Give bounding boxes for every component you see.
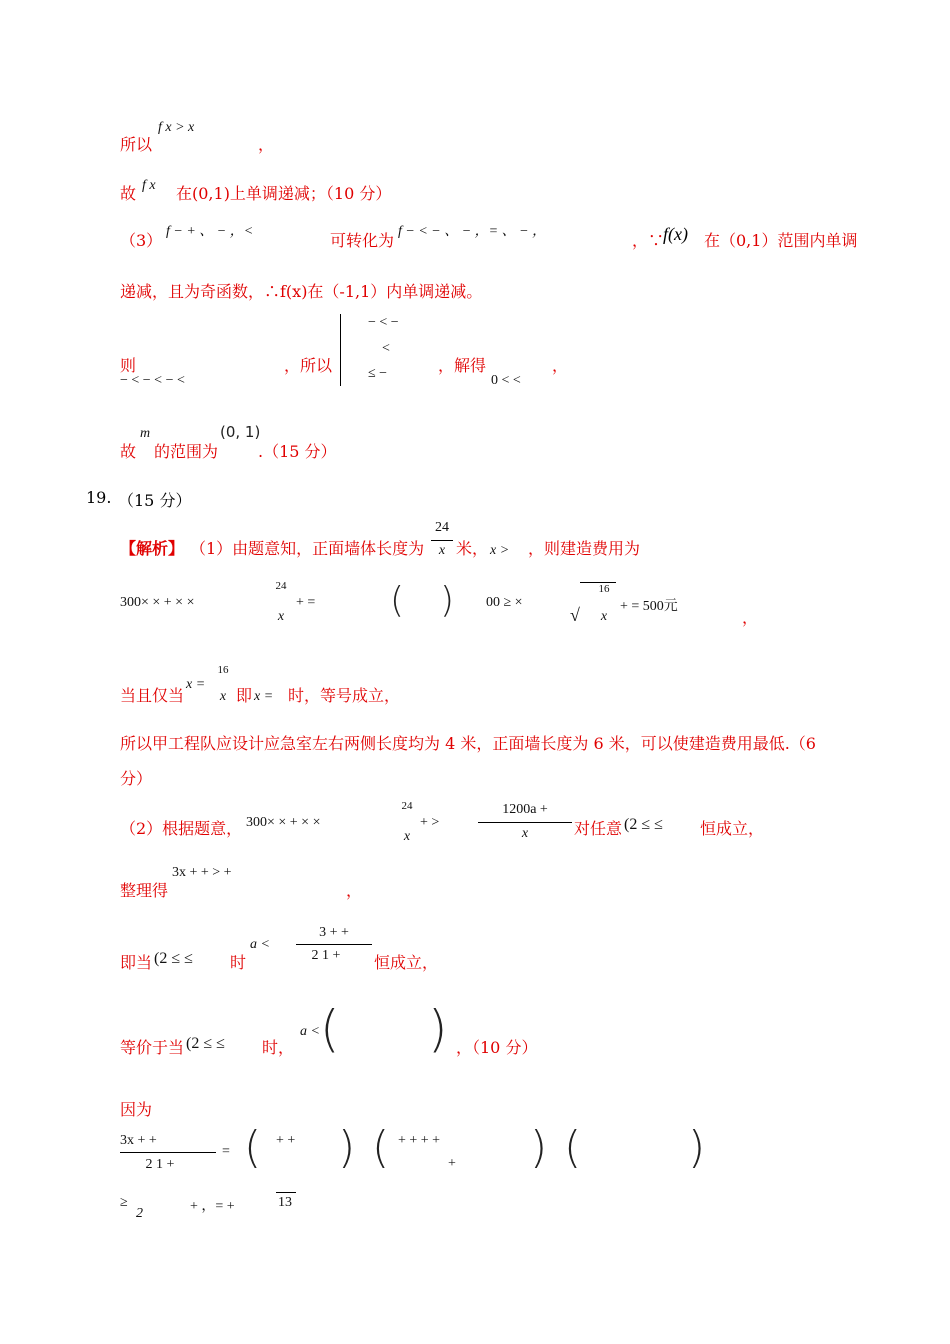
text: ，（10 分） (456, 1038, 538, 1057)
text: 在（0,1）范围内单调 (704, 231, 858, 250)
math-inline: − < − (368, 315, 399, 330)
math-inline: + ，= + (190, 1199, 235, 1214)
math-interval: (0, 1) (220, 423, 261, 441)
math-fx: f(x) (663, 224, 688, 244)
fraction-numerator: 3x + + (120, 1133, 157, 1148)
math-inline: − < − < − < (120, 373, 185, 388)
math-inline: f − < − 、 − ，= 、 − ， (398, 224, 547, 239)
math-inline: x = (254, 689, 274, 704)
text: 在(0,1)上单调递减；（10 分） (176, 184, 392, 203)
fraction-denominator: x (219, 689, 227, 704)
math-inline: + + + + (398, 1133, 441, 1148)
math-inline: + = 500元 (620, 599, 678, 614)
text: 当且仅当 (120, 686, 185, 705)
fraction-denominator: 2 1 + (311, 948, 341, 963)
math-inline: (2 ≤ ≤ (624, 816, 663, 833)
left-paren: ( (564, 1122, 582, 1173)
text-line-4 (120, 279, 482, 302)
fraction-denominator: 2 1 + (145, 1157, 175, 1172)
math-inline: 3x + + > + (172, 865, 232, 880)
fraction-numerator: 24 (275, 580, 287, 592)
fraction-denominator: x (600, 609, 608, 624)
text: 因为 (120, 1100, 153, 1119)
fraction-numerator: 3 + + (319, 925, 349, 940)
fraction-denominator: x (277, 609, 285, 624)
text-line-1 (120, 132, 152, 155)
fraction-bar (296, 944, 372, 945)
math-inline: 2 (136, 1206, 143, 1221)
text-line-10 (120, 731, 816, 754)
math-inline: 0 < < (491, 373, 521, 388)
right-paren: ) (338, 1122, 356, 1173)
math-inline: < (382, 341, 390, 356)
text: 故 (120, 442, 137, 461)
text: 递减，且为奇函数，∴f(x)在（-1,1）内单调递减。 (120, 282, 483, 301)
math-inline: x > (490, 543, 510, 558)
text: 恒成立， (700, 819, 765, 838)
text: 整理得 (120, 881, 169, 900)
text: 所以甲工程队应设计应急室左右两侧长度均为 4 米，正面墙长度为 6 米，可以使建造费用最低.（6 (120, 734, 816, 753)
text: .（15 分） (258, 442, 337, 461)
right-paren: ) (428, 1000, 448, 1058)
text: ， (552, 356, 569, 375)
fraction-bar (478, 822, 572, 823)
item-number: （3） (120, 231, 163, 250)
math-inline: (2 ≤ ≤ (154, 950, 193, 967)
text: 故 (120, 184, 137, 203)
math-inline: x = (186, 677, 206, 692)
text: ， (742, 608, 759, 627)
right-paren: ) (530, 1122, 548, 1173)
left-paren: ( (244, 1122, 262, 1173)
math-inline: ≤ − (368, 366, 388, 381)
math-var: m (140, 426, 151, 441)
left-paren: ( (372, 1122, 390, 1173)
math-inline: + > (420, 815, 440, 830)
text: ， (346, 881, 363, 900)
text: 所以 (120, 135, 153, 154)
math-inline: ≥ (120, 1195, 128, 1210)
text: （1）由题意知，正面墙体长度为 (190, 539, 425, 558)
fraction-numerator: 1200a + (502, 802, 548, 817)
math-inline: 13 (278, 1195, 292, 1210)
text: 时 (230, 953, 247, 972)
math-inline: + + (276, 1133, 296, 1148)
math-inline: 300× × + × × (120, 595, 195, 610)
analysis-tag: 【解析】 (120, 539, 185, 558)
fraction-numerator: 24 (401, 800, 413, 812)
text: 即 (236, 686, 253, 705)
fraction-bar (431, 540, 453, 541)
text: 可转化为 (330, 231, 395, 250)
text: 即当 (120, 953, 153, 972)
text: ，∵ (632, 231, 665, 250)
math-inline: + = (296, 595, 316, 610)
text: 分） (120, 769, 153, 788)
text-line-16 (120, 1097, 152, 1120)
text: （2）根据题意， (120, 819, 243, 838)
sqrt-bar (276, 1192, 296, 1193)
text: 等价于当 (120, 1038, 185, 1057)
right-paren: ) (688, 1122, 706, 1173)
text: 时，等号成立， (288, 686, 401, 705)
fraction-bar (120, 1152, 216, 1153)
left-paren: ( (320, 1000, 340, 1058)
text: 恒成立， (374, 953, 439, 972)
text: ，所以 (284, 356, 333, 375)
text: 对任意 (574, 819, 623, 838)
text-line-11 (120, 766, 152, 789)
math-inline: 00 ≥ × (486, 595, 523, 610)
fraction-denominator: x (403, 829, 411, 844)
fraction-numerator: 24 (435, 520, 449, 535)
text: 的范围为 (154, 442, 219, 461)
text: 时， (262, 1038, 295, 1057)
math-inline: f − + 、 − ，< (166, 224, 254, 239)
sqrt-sign: √ (570, 605, 580, 625)
text: 米， (456, 539, 489, 558)
math-inline: f x > x (158, 120, 195, 135)
fraction-denominator: x (521, 826, 529, 841)
text: 则 (120, 356, 137, 375)
text-line-2 (120, 181, 136, 204)
text: ，则建造费用为 (528, 539, 641, 558)
math-inline: + (448, 1156, 456, 1171)
system-brace (340, 314, 341, 386)
math-inline: a < (300, 1024, 320, 1039)
left-paren: ( (390, 580, 405, 621)
right-paren: ) (440, 580, 455, 621)
question-number: 19. (86, 488, 112, 507)
math-inline: 300× × + × × (246, 815, 321, 830)
math-inline: f x (142, 178, 156, 193)
text: ， (258, 135, 275, 154)
text: ，解得 (438, 356, 487, 375)
math-inline: a < (250, 937, 270, 952)
fraction-denominator: x (438, 543, 446, 558)
question-score: （15 分） (118, 491, 192, 510)
math-inline: (2 ≤ ≤ (186, 1035, 225, 1052)
fraction-numerator: 16 (217, 664, 229, 676)
fraction-numerator: 16 (598, 583, 610, 595)
math-inline: = (222, 1144, 230, 1159)
